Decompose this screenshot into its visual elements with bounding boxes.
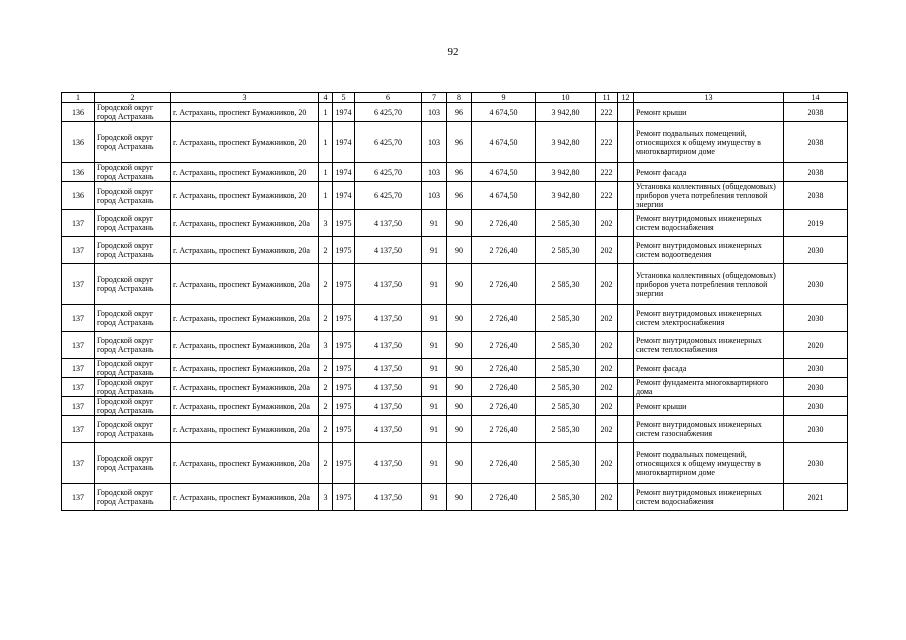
col-8-cell: 90 xyxy=(447,443,472,484)
total-area-cell: 4 137,50 xyxy=(355,397,422,416)
col-8-cell: 96 xyxy=(447,163,472,182)
living-area-cell: 2 726,40 xyxy=(472,397,536,416)
municipality-cell: Городской округ город Астрахань xyxy=(95,163,171,182)
planned-year-cell: 2038 xyxy=(784,163,848,182)
column-header: 14 xyxy=(784,93,848,103)
col-4-cell: 3 xyxy=(319,484,333,511)
living-area-cell: 2 726,40 xyxy=(472,378,536,397)
planned-year-cell: 2030 xyxy=(784,264,848,305)
table-row xyxy=(62,264,848,305)
column-header: 4 xyxy=(319,93,333,103)
col-4-cell: 2 xyxy=(319,378,333,397)
col-4-cell: 1 xyxy=(319,103,333,122)
column-header: 8 xyxy=(447,93,472,103)
col-8-cell: 96 xyxy=(447,103,472,122)
residents-cell: 202 xyxy=(596,397,618,416)
year-built-cell: 1975 xyxy=(333,359,355,378)
col-12-cell xyxy=(618,416,634,443)
col-12-cell xyxy=(618,484,634,511)
col-12-cell xyxy=(618,163,634,182)
col-8-cell: 90 xyxy=(447,416,472,443)
row-number-cell: 137 xyxy=(62,378,95,397)
col-7-cell: 91 xyxy=(422,484,447,511)
living-area-cell: 4 674,50 xyxy=(472,122,536,163)
col-12-cell xyxy=(618,359,634,378)
table-row xyxy=(62,210,848,237)
living-area-cell: 2 726,40 xyxy=(472,416,536,443)
work-type-cell: Ремонт внутридомовых инженерных систем водоснабжения xyxy=(634,210,784,237)
year-built-cell: 1975 xyxy=(333,332,355,359)
col-12-cell xyxy=(618,332,634,359)
residents-cell: 202 xyxy=(596,359,618,378)
col-12-cell xyxy=(618,182,634,210)
total-area-cell: 6 425,70 xyxy=(355,163,422,182)
total-area-cell: 4 137,50 xyxy=(355,237,422,264)
capital-repair-table xyxy=(61,92,848,511)
planned-year-cell: 2038 xyxy=(784,122,848,163)
address-cell: г. Астрахань, проспект Бумажников, 20а xyxy=(171,237,319,264)
column-header: 13 xyxy=(634,93,784,103)
year-built-cell: 1975 xyxy=(333,210,355,237)
column-header: 1 xyxy=(62,93,95,103)
column-header: 12 xyxy=(618,93,634,103)
address-cell: г. Астрахань, проспект Бумажников, 20а xyxy=(171,210,319,237)
header-row xyxy=(62,93,848,103)
col-7-cell: 91 xyxy=(422,237,447,264)
col-4-cell: 2 xyxy=(319,305,333,332)
col-7-cell: 103 xyxy=(422,122,447,163)
residents-cell: 202 xyxy=(596,264,618,305)
col-10-cell: 2 585,30 xyxy=(536,264,596,305)
total-area-cell: 4 137,50 xyxy=(355,332,422,359)
col-8-cell: 90 xyxy=(447,210,472,237)
municipality-cell: Городской округ город Астрахань xyxy=(95,122,171,163)
col-4-cell: 2 xyxy=(319,443,333,484)
year-built-cell: 1974 xyxy=(333,163,355,182)
table-row xyxy=(62,163,848,182)
address-cell: г. Астрахань, проспект Бумажников, 20а xyxy=(171,264,319,305)
row-number-cell: 137 xyxy=(62,332,95,359)
column-header: 6 xyxy=(355,93,422,103)
row-number-cell: 137 xyxy=(62,359,95,378)
row-number-cell: 136 xyxy=(62,122,95,163)
col-4-cell: 3 xyxy=(319,332,333,359)
living-area-cell: 4 674,50 xyxy=(472,163,536,182)
living-area-cell: 2 726,40 xyxy=(472,264,536,305)
municipality-cell: Городской округ город Астрахань xyxy=(95,378,171,397)
col-8-cell: 90 xyxy=(447,237,472,264)
address-cell: г. Астрахань, проспект Бумажников, 20а xyxy=(171,378,319,397)
residents-cell: 202 xyxy=(596,332,618,359)
living-area-cell: 4 674,50 xyxy=(472,182,536,210)
col-7-cell: 91 xyxy=(422,305,447,332)
col-7-cell: 91 xyxy=(422,264,447,305)
col-7-cell: 103 xyxy=(422,103,447,122)
col-4-cell: 2 xyxy=(319,359,333,378)
address-cell: г. Астрахань, проспект Бумажников, 20 xyxy=(171,122,319,163)
living-area-cell: 2 726,40 xyxy=(472,484,536,511)
col-12-cell xyxy=(618,305,634,332)
table-row xyxy=(62,378,848,397)
col-4-cell: 1 xyxy=(319,182,333,210)
total-area-cell: 6 425,70 xyxy=(355,182,422,210)
residents-cell: 202 xyxy=(596,484,618,511)
col-7-cell: 91 xyxy=(422,359,447,378)
table-row xyxy=(62,416,848,443)
col-7-cell: 103 xyxy=(422,182,447,210)
row-number-cell: 137 xyxy=(62,484,95,511)
col-12-cell xyxy=(618,237,634,264)
total-area-cell: 4 137,50 xyxy=(355,359,422,378)
living-area-cell: 2 726,40 xyxy=(472,332,536,359)
col-7-cell: 91 xyxy=(422,416,447,443)
planned-year-cell: 2030 xyxy=(784,378,848,397)
column-header: 11 xyxy=(596,93,618,103)
address-cell: г. Астрахань, проспект Бумажников, 20а xyxy=(171,443,319,484)
col-12-cell xyxy=(618,264,634,305)
col-10-cell: 2 585,30 xyxy=(536,378,596,397)
col-12-cell xyxy=(618,210,634,237)
address-cell: г. Астрахань, проспект Бумажников, 20а xyxy=(171,416,319,443)
address-cell: г. Астрахань, проспект Бумажников, 20а xyxy=(171,484,319,511)
col-10-cell: 3 942,80 xyxy=(536,163,596,182)
col-12-cell xyxy=(618,378,634,397)
column-header: 9 xyxy=(472,93,536,103)
municipality-cell: Городской округ город Астрахань xyxy=(95,103,171,122)
total-area-cell: 4 137,50 xyxy=(355,484,422,511)
address-cell: г. Астрахань, проспект Бумажников, 20 xyxy=(171,182,319,210)
col-10-cell: 2 585,30 xyxy=(536,237,596,264)
row-number-cell: 137 xyxy=(62,416,95,443)
planned-year-cell: 2030 xyxy=(784,397,848,416)
col-4-cell: 3 xyxy=(319,210,333,237)
col-7-cell: 91 xyxy=(422,378,447,397)
municipality-cell: Городской округ город Астрахань xyxy=(95,416,171,443)
col-10-cell: 3 942,80 xyxy=(536,103,596,122)
col-10-cell: 3 942,80 xyxy=(536,122,596,163)
table-row xyxy=(62,484,848,511)
col-8-cell: 90 xyxy=(447,359,472,378)
planned-year-cell: 2020 xyxy=(784,332,848,359)
work-type-cell: Ремонт подвальных помещений, относящихся к общему имуществу в многоквартирном доме xyxy=(634,443,784,484)
col-8-cell: 90 xyxy=(447,305,472,332)
col-8-cell: 90 xyxy=(447,264,472,305)
col-10-cell: 2 585,30 xyxy=(536,359,596,378)
total-area-cell: 4 137,50 xyxy=(355,443,422,484)
row-number-cell: 137 xyxy=(62,237,95,264)
col-12-cell xyxy=(618,397,634,416)
planned-year-cell: 2030 xyxy=(784,305,848,332)
total-area-cell: 4 137,50 xyxy=(355,378,422,397)
planned-year-cell: 2030 xyxy=(784,416,848,443)
work-type-cell: Ремонт внутридомовых инженерных систем теплоснабжения xyxy=(634,332,784,359)
table-row xyxy=(62,237,848,264)
address-cell: г. Астрахань, проспект Бумажников, 20а xyxy=(171,305,319,332)
municipality-cell: Городской округ город Астрахань xyxy=(95,305,171,332)
table-row xyxy=(62,182,848,210)
residents-cell: 202 xyxy=(596,416,618,443)
col-4-cell: 2 xyxy=(319,237,333,264)
col-4-cell: 2 xyxy=(319,264,333,305)
municipality-cell: Городской округ город Астрахань xyxy=(95,443,171,484)
year-built-cell: 1975 xyxy=(333,264,355,305)
col-10-cell: 2 585,30 xyxy=(536,332,596,359)
col-4-cell: 2 xyxy=(319,416,333,443)
work-type-cell: Ремонт фасада xyxy=(634,359,784,378)
col-8-cell: 96 xyxy=(447,182,472,210)
living-area-cell: 2 726,40 xyxy=(472,443,536,484)
col-7-cell: 103 xyxy=(422,163,447,182)
living-area-cell: 2 726,40 xyxy=(472,210,536,237)
col-10-cell: 2 585,30 xyxy=(536,416,596,443)
total-area-cell: 6 425,70 xyxy=(355,122,422,163)
row-number-cell: 137 xyxy=(62,305,95,332)
residents-cell: 222 xyxy=(596,103,618,122)
municipality-cell: Городской округ город Астрахань xyxy=(95,264,171,305)
col-10-cell: 3 942,80 xyxy=(536,182,596,210)
work-type-cell: Ремонт внутридомовых инженерных систем газоснабжения xyxy=(634,416,784,443)
col-7-cell: 91 xyxy=(422,443,447,484)
work-type-cell: Ремонт подвальных помещений, относящихся к общему имуществу в многоквартирном доме xyxy=(634,122,784,163)
year-built-cell: 1974 xyxy=(333,182,355,210)
col-4-cell: 1 xyxy=(319,163,333,182)
table-row xyxy=(62,305,848,332)
col-7-cell: 91 xyxy=(422,397,447,416)
column-header: 10 xyxy=(536,93,596,103)
total-area-cell: 4 137,50 xyxy=(355,305,422,332)
total-area-cell: 4 137,50 xyxy=(355,210,422,237)
living-area-cell: 2 726,40 xyxy=(472,237,536,264)
col-10-cell: 2 585,30 xyxy=(536,210,596,237)
table-row xyxy=(62,103,848,122)
residents-cell: 202 xyxy=(596,443,618,484)
total-area-cell: 6 425,70 xyxy=(355,103,422,122)
work-type-cell: Установка коллективных (общедомовых) приборов учета потребления тепловой энергии xyxy=(634,182,784,210)
col-8-cell: 96 xyxy=(447,122,472,163)
page-number: 92 xyxy=(447,46,459,58)
table-row xyxy=(62,443,848,484)
address-cell: г. Астрахань, проспект Бумажников, 20 xyxy=(171,163,319,182)
planned-year-cell: 2038 xyxy=(784,103,848,122)
year-built-cell: 1975 xyxy=(333,237,355,264)
residents-cell: 202 xyxy=(596,305,618,332)
column-header: 5 xyxy=(333,93,355,103)
col-12-cell xyxy=(618,122,634,163)
column-header: 7 xyxy=(422,93,447,103)
residents-cell: 222 xyxy=(596,122,618,163)
work-type-cell: Установка коллективных (общедомовых) приборов учета потребления тепловой энергии xyxy=(634,264,784,305)
work-type-cell: Ремонт фасада xyxy=(634,163,784,182)
residents-cell: 222 xyxy=(596,182,618,210)
table-row xyxy=(62,359,848,378)
col-4-cell: 2 xyxy=(319,397,333,416)
municipality-cell: Городской округ город Астрахань xyxy=(95,210,171,237)
column-header: 3 xyxy=(171,93,319,103)
col-8-cell: 90 xyxy=(447,484,472,511)
row-number-cell: 136 xyxy=(62,163,95,182)
col-8-cell: 90 xyxy=(447,332,472,359)
municipality-cell: Городской округ город Астрахань xyxy=(95,397,171,416)
col-7-cell: 91 xyxy=(422,332,447,359)
planned-year-cell: 2030 xyxy=(784,443,848,484)
municipality-cell: Городской округ город Астрахань xyxy=(95,359,171,378)
col-10-cell: 2 585,30 xyxy=(536,443,596,484)
work-type-cell: Ремонт крыши xyxy=(634,397,784,416)
year-built-cell: 1975 xyxy=(333,305,355,332)
year-built-cell: 1975 xyxy=(333,378,355,397)
table-row xyxy=(62,332,848,359)
work-type-cell: Ремонт внутридомовых инженерных систем водоотведения xyxy=(634,237,784,264)
table-row xyxy=(62,122,848,163)
year-built-cell: 1975 xyxy=(333,484,355,511)
col-10-cell: 2 585,30 xyxy=(536,305,596,332)
col-7-cell: 91 xyxy=(422,210,447,237)
planned-year-cell: 2021 xyxy=(784,484,848,511)
planned-year-cell: 2030 xyxy=(784,359,848,378)
municipality-cell: Городской округ город Астрахань xyxy=(95,484,171,511)
work-type-cell: Ремонт крыши xyxy=(634,103,784,122)
row-number-cell: 137 xyxy=(62,210,95,237)
col-10-cell: 2 585,30 xyxy=(536,397,596,416)
col-12-cell xyxy=(618,103,634,122)
address-cell: г. Астрахань, проспект Бумажников, 20 xyxy=(171,103,319,122)
residents-cell: 202 xyxy=(596,237,618,264)
work-type-cell: Ремонт внутридомовых инженерных систем электроснабжения xyxy=(634,305,784,332)
row-number-cell: 136 xyxy=(62,103,95,122)
row-number-cell: 136 xyxy=(62,182,95,210)
year-built-cell: 1974 xyxy=(333,103,355,122)
municipality-cell: Городской округ город Астрахань xyxy=(95,182,171,210)
col-8-cell: 90 xyxy=(447,378,472,397)
residents-cell: 202 xyxy=(596,210,618,237)
address-cell: г. Астрахань, проспект Бумажников, 20а xyxy=(171,359,319,378)
work-type-cell: Ремонт внутридомовых инженерных систем водоснабжения xyxy=(634,484,784,511)
col-10-cell: 2 585,30 xyxy=(536,484,596,511)
col-4-cell: 1 xyxy=(319,122,333,163)
residents-cell: 202 xyxy=(596,378,618,397)
planned-year-cell: 2019 xyxy=(784,210,848,237)
planned-year-cell: 2038 xyxy=(784,182,848,210)
municipality-cell: Городской округ город Астрахань xyxy=(95,332,171,359)
row-number-cell: 137 xyxy=(62,264,95,305)
year-built-cell: 1974 xyxy=(333,122,355,163)
row-number-cell: 137 xyxy=(62,443,95,484)
planned-year-cell: 2030 xyxy=(784,237,848,264)
row-number-cell: 137 xyxy=(62,397,95,416)
total-area-cell: 4 137,50 xyxy=(355,416,422,443)
table-row xyxy=(62,397,848,416)
year-built-cell: 1975 xyxy=(333,416,355,443)
living-area-cell: 4 674,50 xyxy=(472,103,536,122)
year-built-cell: 1975 xyxy=(333,397,355,416)
work-type-cell: Ремонт фундамента многоквартирного дома xyxy=(634,378,784,397)
address-cell: г. Астрахань, проспект Бумажников, 20а xyxy=(171,332,319,359)
municipality-cell: Городской округ город Астрахань xyxy=(95,237,171,264)
address-cell: г. Астрахань, проспект Бумажников, 20а xyxy=(171,397,319,416)
col-8-cell: 90 xyxy=(447,397,472,416)
residents-cell: 222 xyxy=(596,163,618,182)
living-area-cell: 2 726,40 xyxy=(472,359,536,378)
year-built-cell: 1975 xyxy=(333,443,355,484)
column-header: 2 xyxy=(95,93,171,103)
col-12-cell xyxy=(618,443,634,484)
total-area-cell: 4 137,50 xyxy=(355,264,422,305)
living-area-cell: 2 726,40 xyxy=(472,305,536,332)
